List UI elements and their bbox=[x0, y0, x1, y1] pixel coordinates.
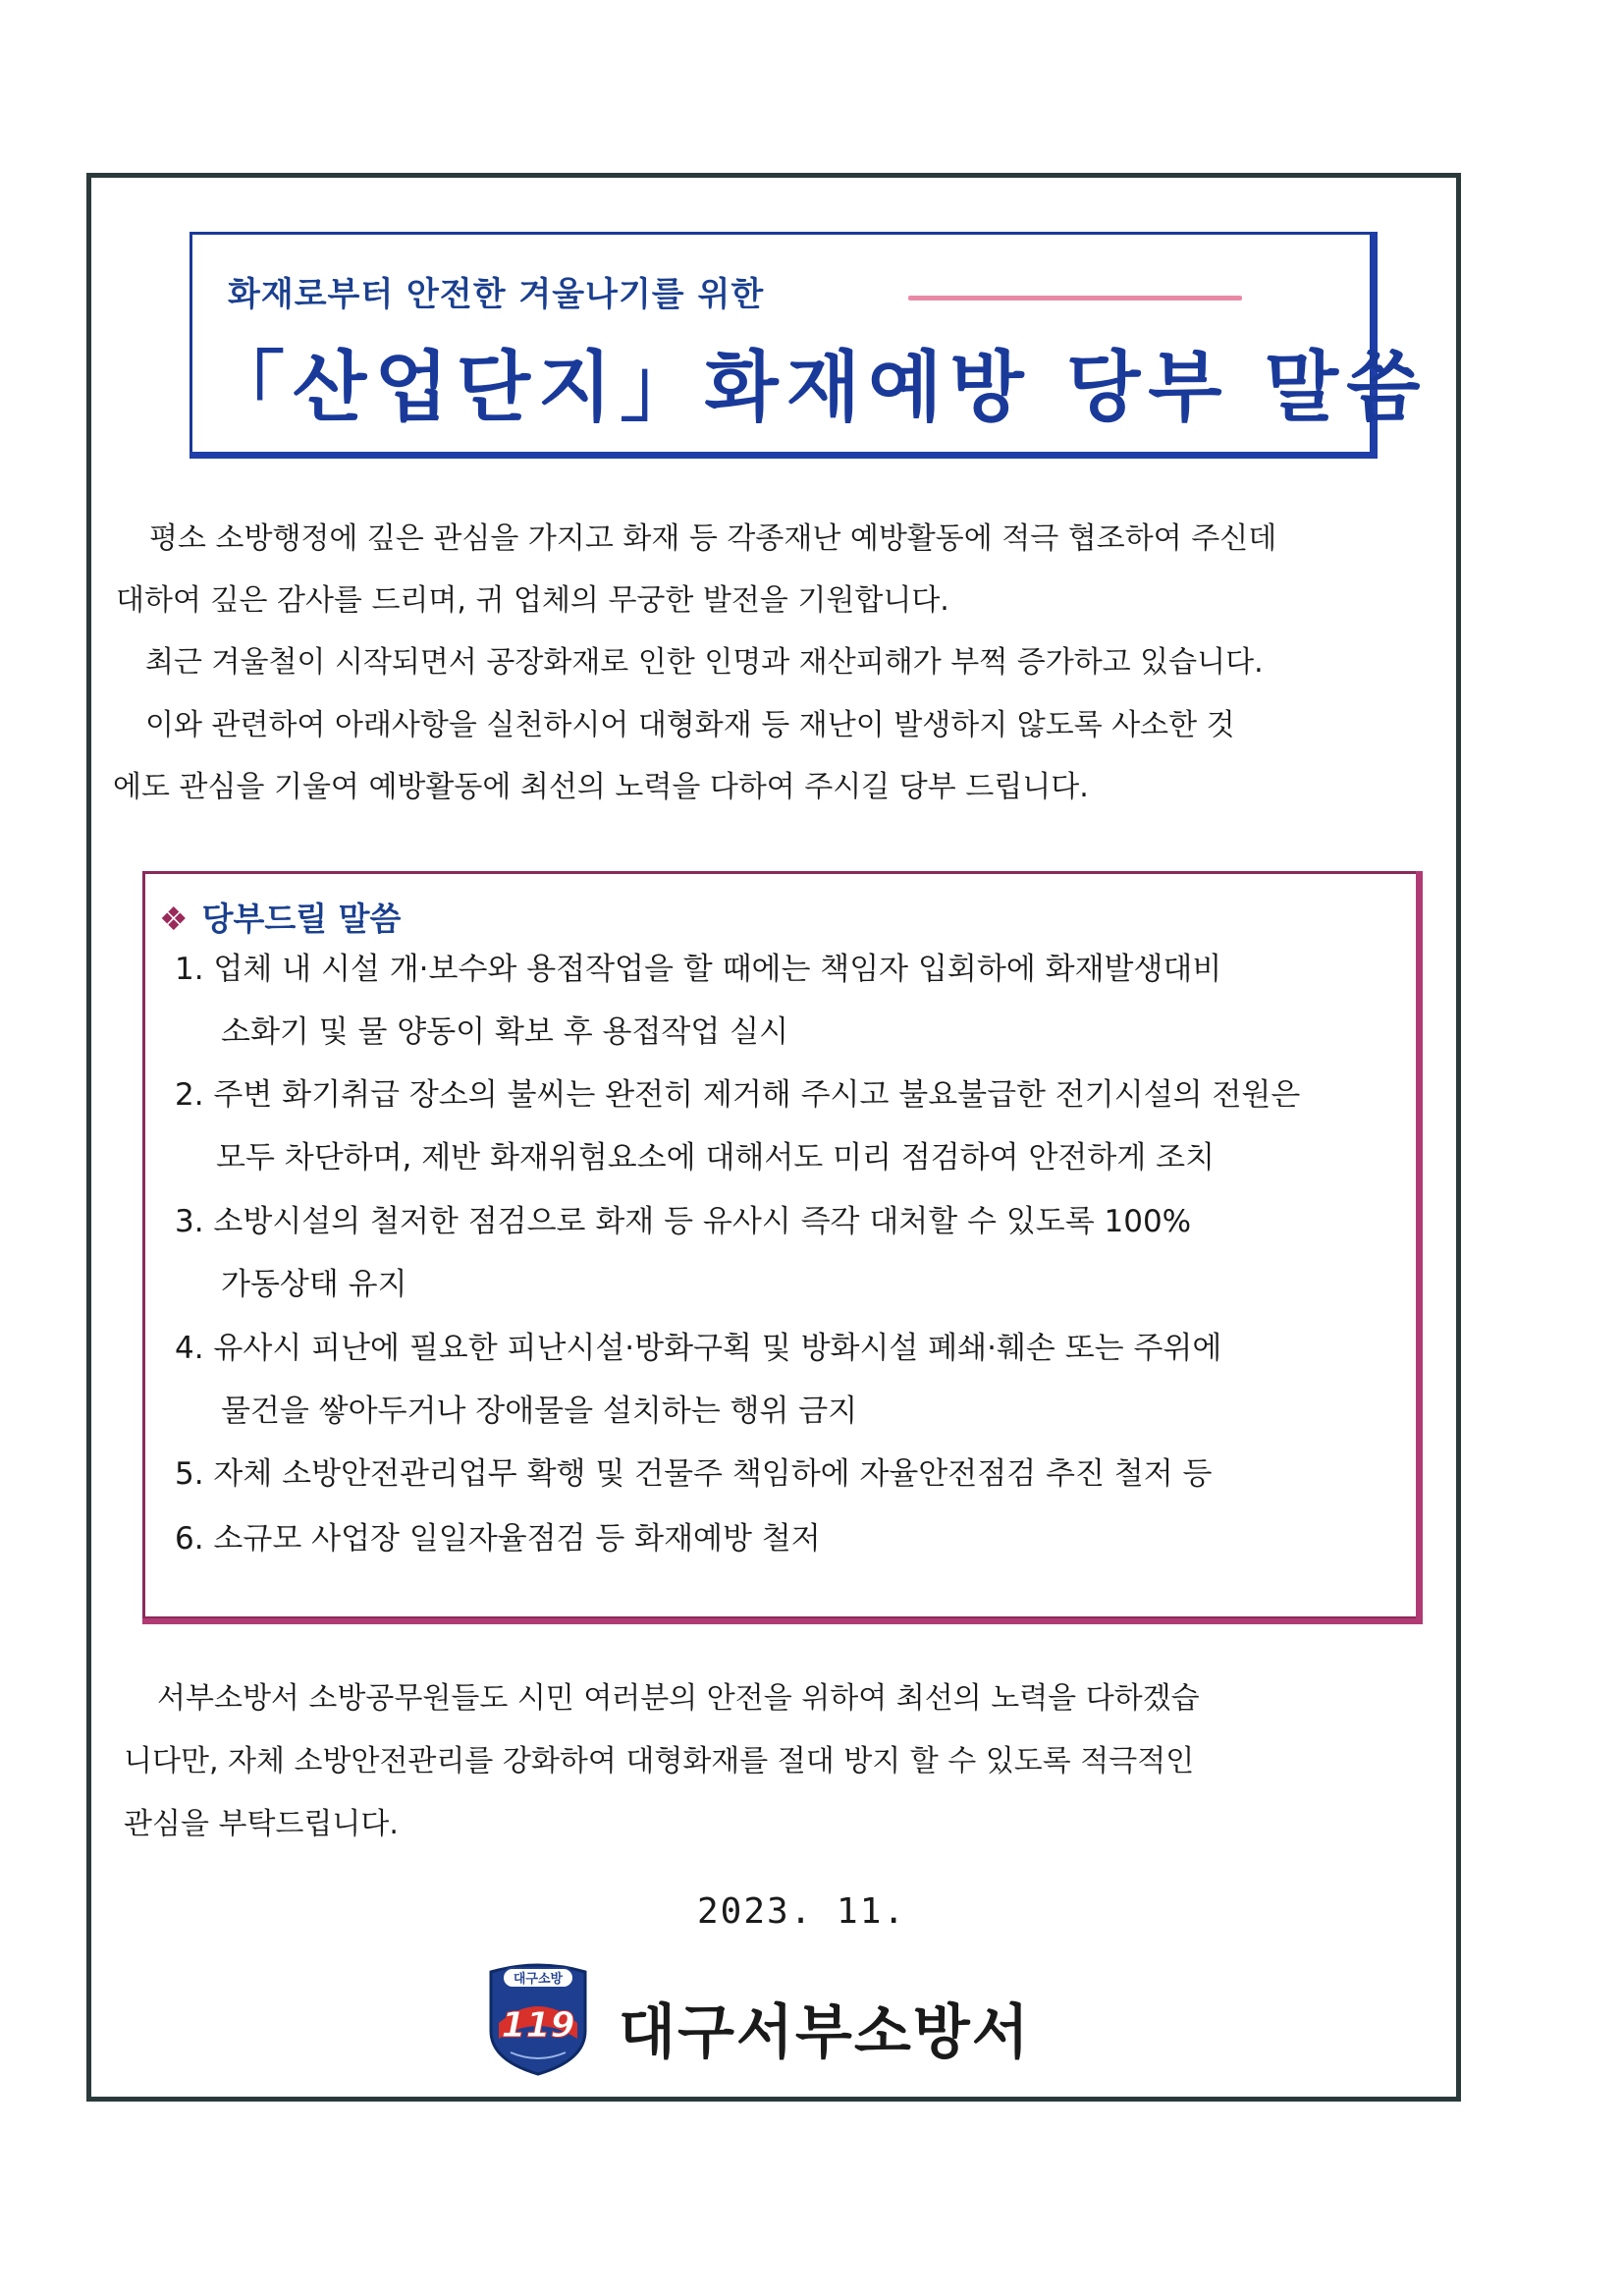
diamond-bullet-icon: ❖ bbox=[159, 900, 189, 938]
intro-line: 대하여 깊은 감사를 드리며, 귀 업체의 무궁한 발전을 기원합니다. bbox=[116, 583, 949, 618]
organization-name: 대구서부소방서 bbox=[619, 1998, 1031, 2067]
notice-item-continued: 가동상태 유지 bbox=[221, 1267, 407, 1302]
closing-line: 서부소방서 소방공무원들도 시민 여러분의 안전을 위하여 최선의 노력을 다하겠습 bbox=[157, 1681, 1200, 1716]
notice-heading bbox=[159, 894, 401, 940]
notice-item: 3. 소방시설의 철저한 점검으로 화재 등 유사시 즉각 대처할 수 있도록 100% bbox=[175, 1204, 1192, 1239]
notice-item-continued: 소화기 및 물 양동이 확보 후 용접작업 실시 bbox=[221, 1014, 789, 1050]
notice-item: 5. 자체 소방안전관리업무 확행 및 건물주 책임하에 자율안전점검 추진 철저 등 bbox=[175, 1456, 1213, 1492]
intro-line: 에도 관심을 기울여 예방활동에 최선의 노력을 다하여 주시길 당부 드립니다. bbox=[113, 770, 1089, 804]
logo-top-text: 대구소방 bbox=[513, 1972, 564, 1987]
notice-item: 1. 업체 내 시설 개·보수와 용접작업을 할 때에는 책임자 입회하에 화재발생대비 bbox=[175, 952, 1222, 987]
notice-item-continued: 물건을 쌓아두거나 장애물을 설치하는 행위 금지 bbox=[221, 1394, 858, 1429]
title-box-shadow bbox=[189, 452, 1378, 459]
intro-line: 평소 소방행정에 깊은 관심을 가지고 화재 등 각종재난 예방활동에 적극 협조하여 주신데 bbox=[149, 521, 1277, 556]
intro-line: 최근 겨울철이 시작되면서 공장화재로 인한 인명과 재산피해가 부쩍 증가하고 있습니다. bbox=[145, 645, 1264, 680]
closing-line: 니다만, 자체 소방안전관리를 강화하여 대형화재를 절대 방지 할 수 있도록 적극적인 bbox=[124, 1744, 1195, 1778]
logo-number: 119 bbox=[501, 2005, 575, 2046]
notice-box-shadow bbox=[1416, 871, 1423, 1623]
notice-item: 2. 주변 화기취급 장소의 불씨는 완전히 제거해 주시고 불요불급한 전기시설의 전원은 bbox=[175, 1077, 1301, 1113]
document-date: 2023. 11. bbox=[697, 1891, 907, 1932]
notice-box-shadow bbox=[142, 1618, 1423, 1624]
document-subtitle: 화재로부터 안전한 겨울나기를 위한 bbox=[228, 275, 765, 314]
intro-line: 이와 관련하여 아래사항을 실천하시어 대형화재 등 재난이 발생하지 않도록 사소한 것 bbox=[145, 708, 1235, 742]
document-title: 「산업단지」화재예방 당부 말씀 bbox=[208, 344, 1429, 432]
notice-item: 4. 유사시 피난에 필요한 피난시설·방화구획 및 방화시설 폐쇄·훼손 또는 주위에 bbox=[175, 1331, 1222, 1366]
notice-item-continued: 모두 차단하며, 제반 화재위험요소에 대해서도 미리 점검하여 안전하게 조치 bbox=[216, 1140, 1216, 1175]
fire-department-logo bbox=[481, 1962, 595, 2076]
notice-item: 6. 소규모 사업장 일일자율점검 등 화재예방 철저 bbox=[175, 1521, 821, 1557]
decorative-line bbox=[908, 296, 1242, 301]
closing-line: 관심을 부탁드립니다. bbox=[124, 1807, 399, 1841]
notice-heading-text: 당부드릴 말씀 bbox=[201, 900, 402, 938]
